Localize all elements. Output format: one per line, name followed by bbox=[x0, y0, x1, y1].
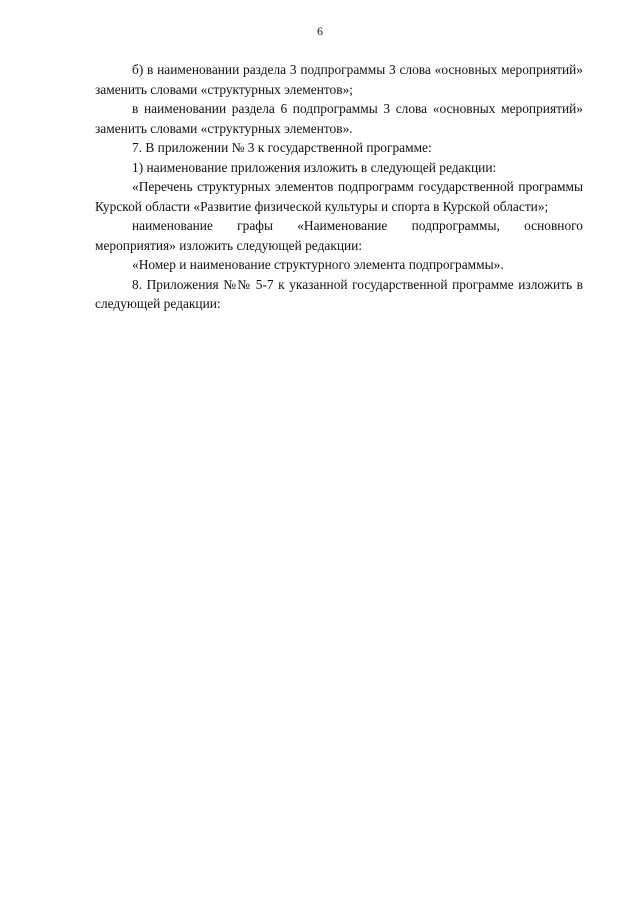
page-number: 6 bbox=[317, 24, 323, 38]
paragraph-item7-sub1: 1) наименование приложения изложить в следующей редакции: bbox=[132, 159, 497, 175]
paragraph-section3-amendment: б) в наименовании раздела 3 подпрограммы 3 слова «основных мероприятий» заменить словами «структурных элементов»; bbox=[95, 62, 583, 97]
paragraph-new-title: «Перечень структурных элементов подпрограмм государственной программы Курской области «Развитие физической культуры и спорта в Курской области»; bbox=[95, 179, 583, 214]
paragraph-section6-amendment: в наименовании раздела 6 подпрограммы 3 слова «основных мероприятий» заменить словами «структурных элементов». bbox=[95, 101, 583, 136]
paragraph-new-column-name: «Номер и наименование структурного элемента подпрограммы». bbox=[132, 257, 504, 272]
paragraph-item7-heading: 7. В приложении № 3 к государственной программе: bbox=[132, 140, 432, 155]
paragraph-item8: 8. Приложения №№ 5-7 к указанной государственной программе изложить в следующей редакции: bbox=[95, 276, 583, 311]
document-body bbox=[95, 60, 583, 314]
paragraph-column-rename: наименование графы «Наименование подпрограммы, основного мероприятия» изложить следующей редакции: bbox=[95, 218, 583, 253]
